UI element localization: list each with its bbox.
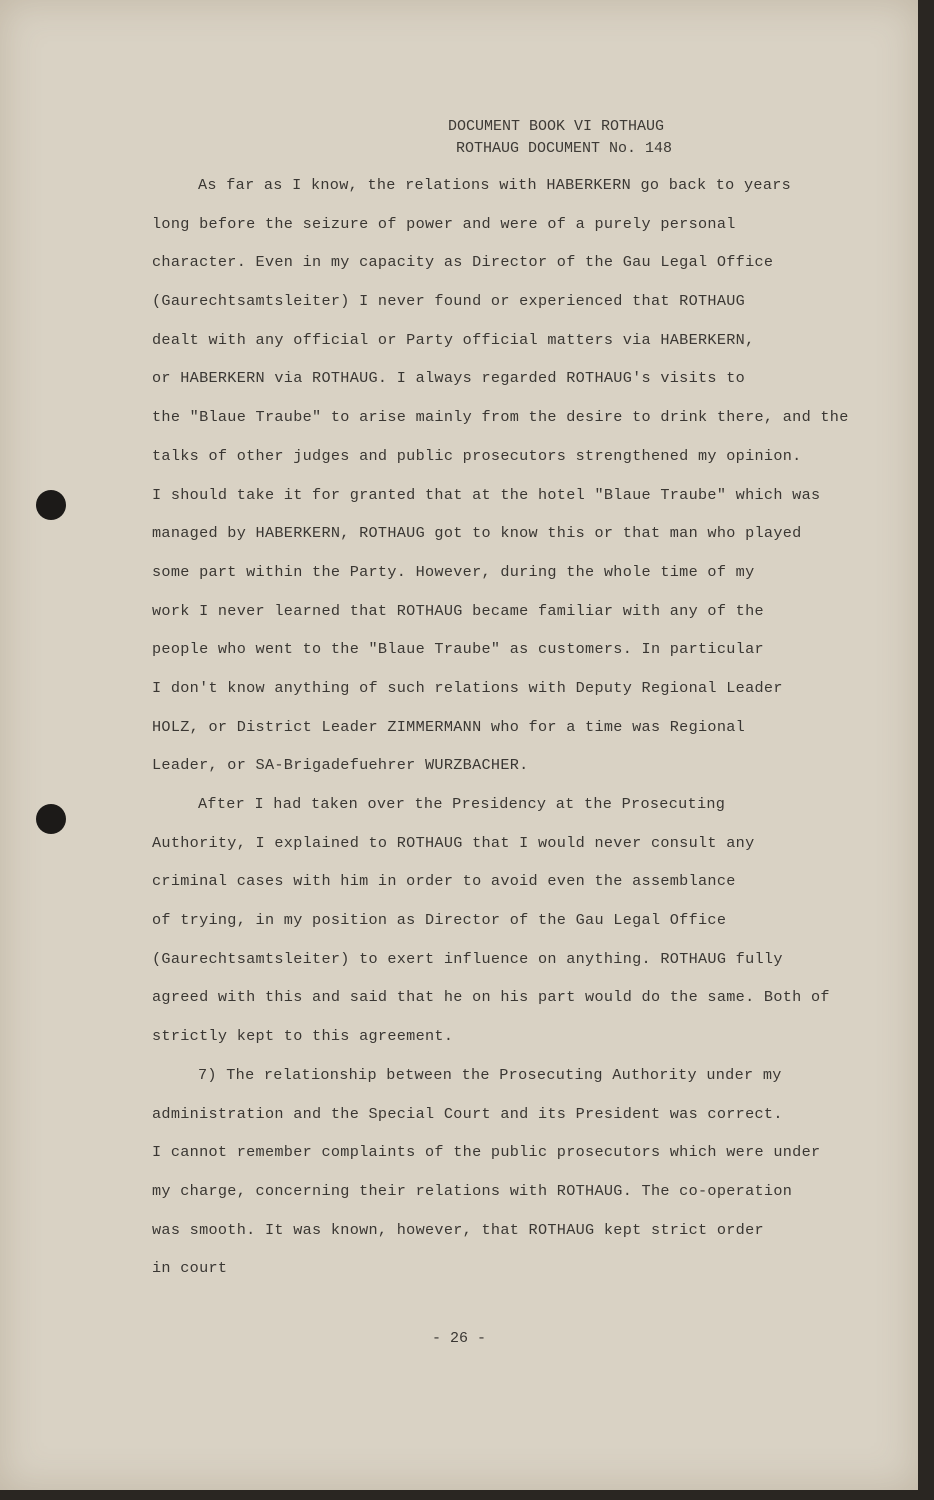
text-line: As far as I know, the relations with HABERKERN go back to years <box>198 176 792 194</box>
text-line: my charge, concerning their relations with ROTHAUG. The co-operation <box>152 1181 793 1200</box>
text-line: people who went to the "Blaue Traube" as customers. In particular <box>152 640 764 659</box>
text-line: the "Blaue Traube" to arise mainly from the desire to drink there, and the <box>152 408 849 427</box>
text-line: After I had taken over the Presidency at the Prosecuting <box>198 795 726 813</box>
punch-hole <box>36 804 66 834</box>
text-line: or HABERKERN via ROTHAUG. I always regarded ROTHAUG's visits to <box>152 369 746 388</box>
text-line: in court <box>152 1259 228 1278</box>
punch-hole <box>36 490 66 520</box>
text-line: agreed with this and said that he on his part would do the same. Both of <box>152 988 830 1007</box>
text-line: I don't know anything of such relations with Deputy Regional Leader <box>152 678 783 697</box>
text-line: HOLZ, or District Leader ZIMMERMANN who for a time was Regional <box>152 717 746 736</box>
text-line: I should take it for granted that at the hotel "Blaue Traube" which was <box>152 485 821 504</box>
text-line: dealt with any official or Party official matters via HABERKERN, <box>152 330 755 349</box>
text-line: strictly kept to this agreement. <box>152 1027 454 1046</box>
text-line: long before the seizure of power and were of a purely personal <box>152 214 736 233</box>
text-line: some part within the Party. However, during the whole time of my <box>152 562 755 581</box>
text-line: (Gaurechtsamtsleiter) to exert influence on anything. ROTHAUG fully <box>152 949 783 968</box>
page-number: - 26 - <box>431 1330 486 1347</box>
header-line-1: DOCUMENT BOOK VI ROTHAUG <box>448 118 665 135</box>
document-header <box>448 116 672 160</box>
text-line: of trying, in my position as Director of the Gau Legal Office <box>152 911 727 930</box>
text-line: work I never learned that ROTHAUG became familiar with any of the <box>152 601 764 620</box>
text-line: managed by HABERKERN, ROTHAUG got to know this or that man who played <box>152 524 802 543</box>
text-line: administration and the Special Court and its President was correct. <box>152 1104 783 1123</box>
text-line: 7) The relationship between the Prosecuting Authority under my <box>198 1065 782 1084</box>
text-line: talks of other judges and public prosecutors strengthened my opinion. <box>152 446 802 465</box>
text-line: Authority, I explained to ROTHAUG that I would never consult any <box>152 833 755 852</box>
header-line-2: ROTHAUG DOCUMENT No. 148 <box>456 140 673 157</box>
document-body <box>152 174 872 1296</box>
text-line: Leader, or SA-Brigadefuehrer WURZBACHER. <box>152 756 529 775</box>
text-line: was smooth. It was known, however, that ROTHAUG kept strict order <box>152 1220 764 1239</box>
text-line: criminal cases with him in order to avoid even the assemblance <box>152 872 736 891</box>
text-line: I cannot remember complaints of the public prosecutors which were under <box>152 1143 821 1162</box>
text-line: character. Even in my capacity as Director of the Gau Legal Office <box>152 253 774 272</box>
text-line: (Gaurechtsamtsleiter) I never found or experienced that ROTHAUG <box>152 292 746 311</box>
